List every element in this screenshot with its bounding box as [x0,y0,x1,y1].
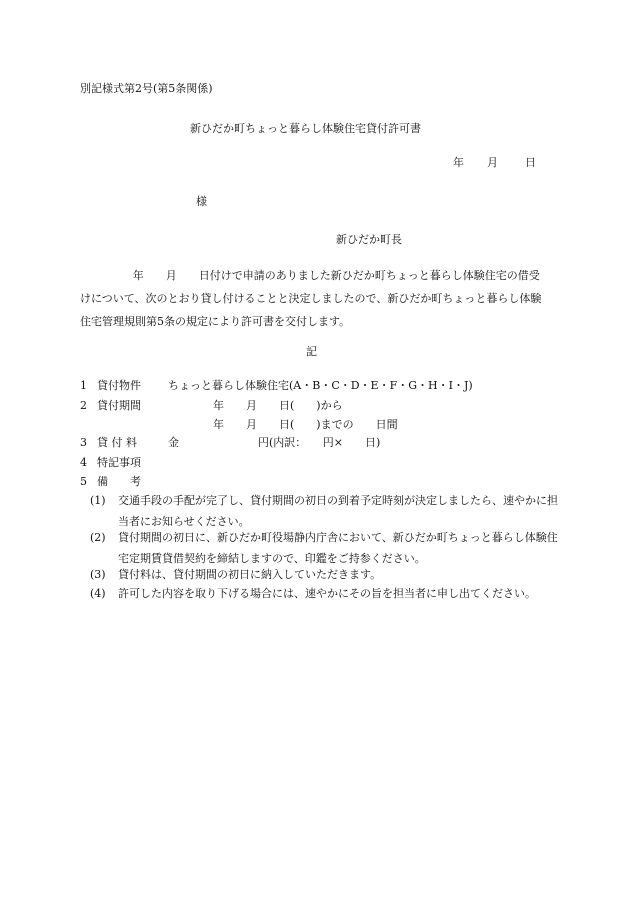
note-2-text: 貸付期間の初日に、新ひだか町役場静内庁舎において、新ひだか町ちょっと暮らし体験住宅定期賃貸借契約を締結しますので、印鑑をご持参ください。 [118,531,558,565]
item-5-num: 5 [80,475,87,488]
note-3-text: 貸付料は、貸付期間の初日に納入していただきます。 [118,568,382,581]
form-reference: 別記様式第2号(第5条関係) [80,82,213,95]
item-2-second-line [80,417,560,433]
note-1 [90,490,560,532]
item-1-value: ちょっと暮らし体験住宅(A・B・C・D・E・F・G・H・I・J) [168,379,473,392]
date-line [453,155,543,171]
date-year: 年 [453,156,464,169]
note-4-num: (4) [90,587,106,600]
date-month: 月 [487,156,498,169]
note-1-text: 交通手段の手配が完了し、貸付期間の初日の到着予定時刻が決定しましたら、速やかに担当者にお知らせください。 [118,494,558,528]
addressee-suffix: 様 [196,195,207,208]
item-3 [80,435,560,451]
item-4 [80,455,560,471]
item-1 [80,378,560,394]
item-3-label: 貸 付 料 [97,436,137,449]
item-4-label: 特記事項 [97,456,141,469]
item-3-num: 3 [80,436,87,449]
note-3-num: (3) [90,568,106,581]
document-title: 新ひだか町ちょっと暮らし体験住宅貸付許可書 [190,122,421,135]
item-2-line1: 年 月 日( )から [213,399,343,412]
item-4-num: 4 [80,456,87,469]
note-3 [90,564,560,585]
item-3-value: 円(内訳： 円× 日) [258,436,381,449]
item-2-label: 貸付期間 [97,399,141,412]
item-1-label: 貸付物件 [97,379,141,392]
item-5 [80,474,560,490]
date-day: 日 [525,156,536,169]
note-4-text: 許可した内容を取り下げる場合には、速やかにその旨を担当者に申し出てください。 [118,587,536,600]
item-5-label: 備 考 [97,475,141,488]
note-2-num: (2) [90,531,106,544]
ki-heading: 記 [306,345,317,358]
issuer: 新ひだか町長 [336,233,402,246]
item-2-num: 2 [80,399,87,412]
note-4 [90,583,560,604]
body-paragraph: 年 月 日付けで申請のありました新ひだか町ちょっと暮らし体験住宅の借受けについて、次のとおり貸し付けることと決定しましたので、新ひだか町ちょっと暮らし体験住宅管理規則第5条の規定により許可書を交付します。 [80,269,542,328]
item-1-num: 1 [80,379,87,392]
item-2-line2: 年 月 日( )までの 日間 [213,418,398,431]
item-2 [80,398,560,414]
note-2 [90,527,560,569]
note-1-num: (1) [90,494,106,507]
item-3-prefix: 金 [168,436,179,449]
